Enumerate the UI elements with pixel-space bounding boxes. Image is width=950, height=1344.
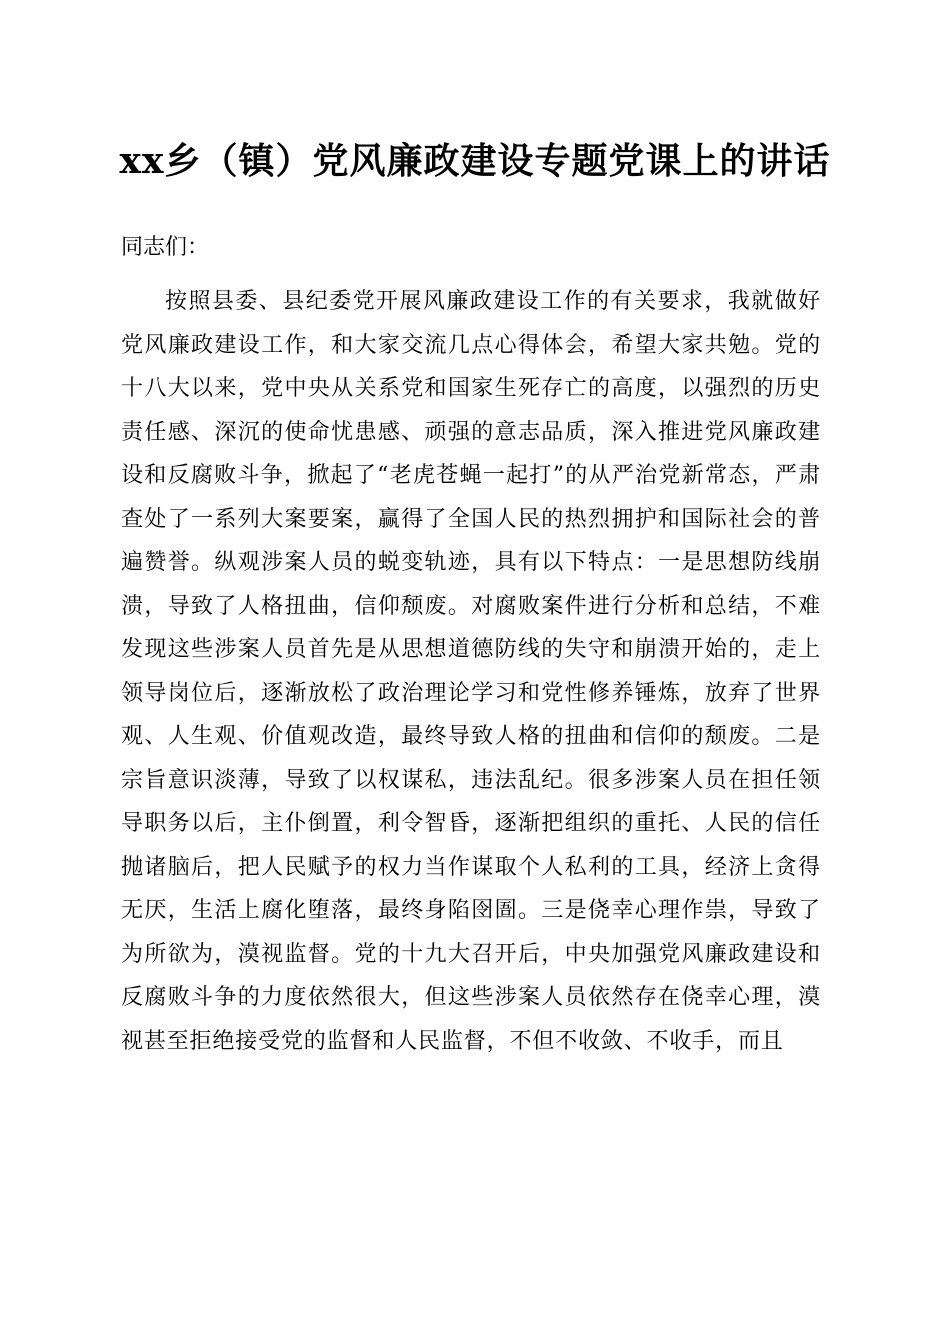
salutation: 同志们： <box>121 235 210 260</box>
body-paragraph: 按照县委、县纪委党开展风廉政建设工作的有关要求，我就做好党风廉政建设工作，和大家交流几点心得体会，希望大家共勉。党的十八大以来，党中央从关系党和国家生死存亡的高度，以强烈的历史责任感、深沉的使命忧患感、顽强的意志品质，深入推进党风廉政建设和反腐败斗争，掀起了“老虎苍蝇一起打”的从严治党新常态，严肃查处了一系列大案要案，赢得了全国人民的热烈拥护和国际社会的普遍赞誉。纵观涉案人员的蜕变轨迹，具有以下特点：一是思想防线崩溃，导致了人格扭曲，信仰颓废。对腐败案件进行分析和总结，不难发现这些涉案人员首先是从思想道德防线的失守和崩溃开始的，走上领导岗位后，逐渐放松了政治理论学习和党性修养锤炼，放弃了世界观、人生观、价值观改造，最终导致人格的扭曲和信仰的颓废。二是宗旨意识淡薄，导致了以权谋私，违法乱纪。很多涉案人员在担任领导职务以后，主仆倒置，利令智昏，逐渐把组织的重托、人民的信任抛诸脑后，把人民赋予的权力当作谋取个人私利的工具，经济上贪得无厌，生活上腐化堕落，最终身陷囹圄。三是侥幸心理作祟，导致了为所欲为，漠视监督。党的十九大召开后，中央加强党风廉政建设和反腐败斗争的力度依然很大，但这些涉案人员依然存在侥幸心理，漠视甚至拒绝接受党的监督和人民监督，不但不收敛、不收手，而且 <box>121 289 821 1054</box>
document-title: xx乡（镇）党风廉政建设专题党课上的讲话 <box>119 140 831 182</box>
